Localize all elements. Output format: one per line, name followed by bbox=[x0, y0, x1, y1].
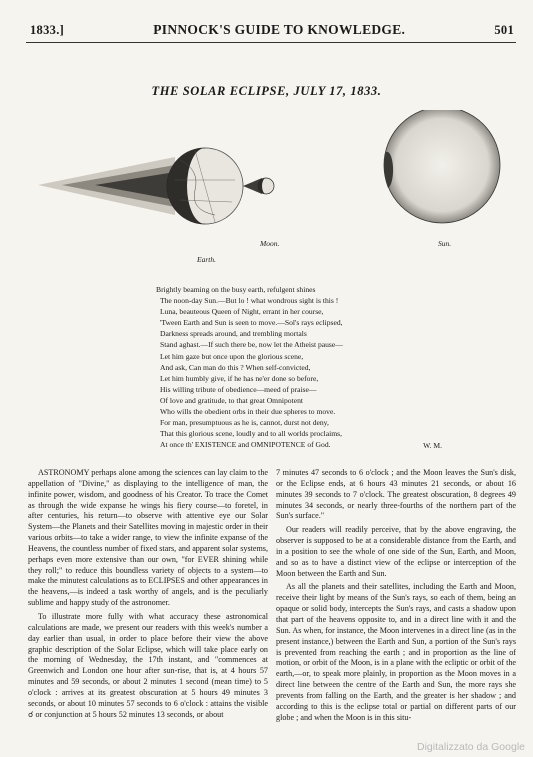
poem-line: The noon-day Sun.—But lo ! what wondrous sight is this ! bbox=[160, 296, 339, 306]
poem-line: Let him gaze but once upon the glorious scene, bbox=[160, 351, 304, 361]
poem-signature: W. M. bbox=[423, 441, 442, 451]
poem-line: And ask, Can man do this ? When self-convicted, bbox=[160, 362, 311, 372]
sun-label: Sun. bbox=[438, 239, 452, 248]
running-header bbox=[30, 22, 514, 38]
poem-line: His willing tribute of obedience—meed of praise— bbox=[160, 384, 317, 394]
poem-block bbox=[156, 284, 456, 450]
poem-line: Darkness spreads around, and trembling mortals bbox=[160, 329, 307, 339]
page-number: 501 bbox=[494, 23, 514, 37]
article-title: THE SOLAR ECLIPSE, JULY 17, 1833. bbox=[151, 84, 382, 98]
paragraph: As all the planets and their satellites, including the Earth and Moon, receive their light by means of the Sun's rays, so each of them, being an opaque or solid body, intercepts the Sun's rays, and casts a shadow upon that part of the heavens opposite to, and in a direct line with it and the Sun. As when, for instance, the Moon intervenes in a direct line (as in the present instance,) between the Earth and Sun, a portion of the Sun's rays is prevented from reaching the earth ; and in proportion as the line of motion, or orbit of the Moon, is in a plane with the ecliptic or orbit of the earth,—or, to speak more plainly, in proportion as the Moon moves in a direct line between the centre of the Earth and Sun, the more rays she prevents from falling on the Earth, and the greater is her shadow ; and according to this is the eclipse total or partial on different parts of our globe ; and when the Moon is in this situ- bbox=[276, 582, 516, 722]
sun-disk bbox=[384, 110, 500, 223]
poem-line: Who wills the obedient orbs in their due spheres to move. bbox=[160, 407, 336, 417]
paragraph: Our readers will readily perceive, that by the above engraving, the observer is supposed to be at a considerable distance from the Earth, and in a position to see the whole of one side of the Sun, Earth, and Moon, and so as to have a distinct view of the eclipse or interception of the Moon between the Earth and Sun. bbox=[276, 525, 516, 578]
paragraph: ASTRONOMY perhaps alone among the sciences can lay claim to the appellation of "Divine," as displaying to the intelligence of man, the infinite power, wisdom, and goodness of his Creator. To trace the Comet as through the wide expanse he wings his fiery course—to foretel, in after centuries, his return—to observe with attentive eye our Solar System—the Planets and their Satellites moving in majestic order in their various orbits—to take a wider range, to view the infinite expanse of the Heavens, the countless number of fixed stars, and apparent solar systems, perhaps even more extensive than our own, "for EVER shining while they roll;" to reduce this boundless variety of objects to a system—to make the minutest calculations as to ECLIPSES and other appearances in the heavens,—is indeed a task worthy of angels, and is the peculiarly sublime and happy study of the astronomer. bbox=[28, 468, 268, 608]
header-rule bbox=[26, 42, 516, 43]
eclipse-engraving bbox=[0, 110, 533, 260]
poem-line: For man, presumptuous as he is, cannot, durst not deny, bbox=[160, 418, 329, 428]
paragraph: To illustrate more fully with what accuracy these astronomical calculations are made, we present our readers with this week's number a day earlier than usual, in order to place before their view the above graphic description of the Solar Eclipse, which will take place early on the morning of Wednesday, the 17th instant, and "commences at Greenwich and London one hour after sun-rise, that is, at 4 hours 57 minutes and 59 seconds, or about 2 minutes 1 second (mean time) to 5 o'clock : arrives at its greatest obscuration at 5 hours 49 minutes 3 seconds, or about 10 minutes 57 seconds to 6 o'clock : attains the visible ☌ or conjunction at 5 hours 52 minutes 13 seconds, or about bbox=[28, 611, 268, 719]
earth-shadow-cone bbox=[38, 157, 175, 215]
left-column bbox=[28, 468, 268, 723]
header-year: 1833.] bbox=[30, 23, 65, 37]
digitization-watermark: Digitalizzato da Google bbox=[417, 741, 525, 753]
poem-line: Stand aghast.—If such there be, now let the Atheist pause— bbox=[160, 340, 343, 350]
header-title: PINNOCK'S GUIDE TO KNOWLEDGE. bbox=[153, 22, 406, 37]
poem-line: Brightly beaming on the busy earth, refulgent shines bbox=[156, 285, 316, 294]
poem-line: That this glorious scene, loudly and to all worlds proclaims, bbox=[160, 429, 343, 439]
poem-line: Let him humbly give, if he has ne'er done so before, bbox=[160, 373, 319, 383]
poem-line: Of love and gratitude, to that great Omnipotent bbox=[160, 395, 303, 405]
right-column bbox=[276, 468, 516, 723]
moon-orb bbox=[243, 178, 274, 194]
earth-globe bbox=[167, 148, 243, 224]
poem-line: 'Tween Earth and Sun is seen to move.—Sol's rays eclipsed, bbox=[160, 318, 343, 328]
earth-label: Earth. bbox=[197, 255, 216, 264]
poem-line: Luna, beauteous Queen of Night, errant in her course, bbox=[160, 307, 324, 317]
article-body bbox=[28, 468, 516, 723]
moon-label: Moon. bbox=[260, 239, 280, 248]
poem-line: At once th' EXISTENCE and OMNIPOTENCE of God. bbox=[160, 440, 331, 450]
paragraph: 7 minutes 47 seconds to 6 o'clock ; and the Moon leaves the Sun's disk, or the Eclipse ends, at 6 hours 43 minutes 21 seconds, or about 16 minutes 39 seconds to 7 o'clock. The greatest obscuration, 8 degrees 49 minutes 34 seconds, or nearly three-fourths of the northern part of the Sun's surface." bbox=[276, 468, 516, 521]
